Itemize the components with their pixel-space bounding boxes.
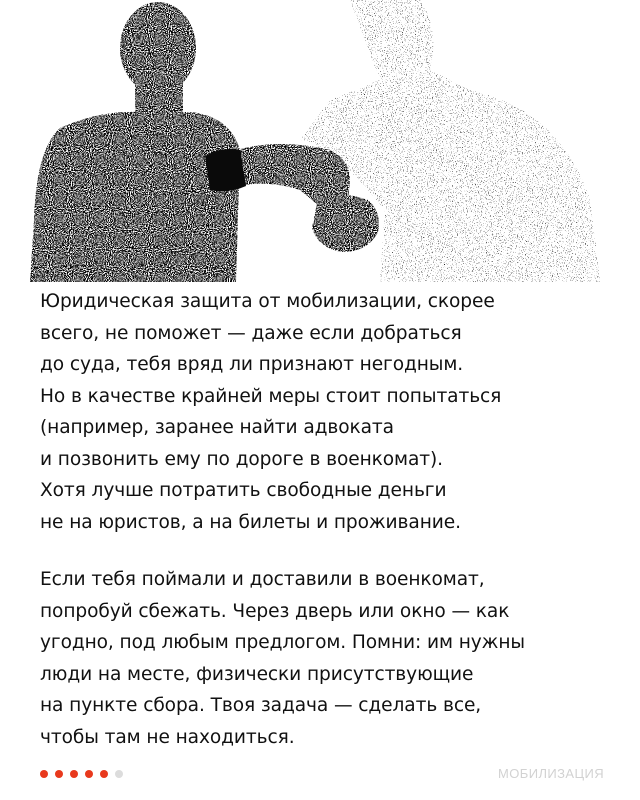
text-line: (например, заранее найти адвоката	[40, 417, 394, 438]
text-line: угодно, под любым предлогом. Помни: им нужны	[40, 632, 525, 653]
left-figure	[30, 2, 240, 282]
text-line: до суда, тебя вряд ли признают негодным.	[40, 354, 464, 375]
text-line: на пункте сбора. Твоя задача — сделать все,	[40, 695, 482, 716]
slide-footer	[40, 764, 604, 784]
paragraph-legal-defense	[40, 286, 620, 538]
text-line: попробуй сбежать. Через дверь или окно — как	[40, 600, 510, 622]
text-line: всего, не поможет — даже если добраться	[40, 322, 462, 344]
pagination-dot-empty[interactable]	[115, 770, 123, 778]
text-line: Хотя лучше потратить свободные деньги	[40, 480, 447, 501]
pagination-dots	[40, 770, 123, 778]
article-body	[40, 286, 620, 753]
paragraph-escape-advice	[40, 564, 620, 753]
illustration-canvas	[0, 0, 640, 282]
pagination-dot-filled[interactable]	[40, 770, 48, 778]
text-line: и позвонить ему по дороге в военкомат).	[40, 448, 443, 470]
text-line: Но в качестве крайней меры стоит попытаться	[40, 385, 502, 407]
text-line: не на юристов, а на билеты и проживание.	[40, 511, 461, 533]
text-line: люди на месте, физически присутствующие	[40, 663, 474, 685]
stipple-illustration	[0, 0, 640, 282]
pagination-dot-filled[interactable]	[100, 770, 108, 778]
brand-label: МОБИЛИЗАЦИЯ	[498, 766, 604, 781]
text-line: Если тебя поймали и доставили в военкомат,	[40, 569, 485, 590]
text-line: Юридическая защита от мобилизации, скорее	[40, 291, 495, 312]
pagination-dot-filled[interactable]	[70, 770, 78, 778]
pagination-dot-filled[interactable]	[55, 770, 63, 778]
pagination-dot-filled[interactable]	[85, 770, 93, 778]
armband	[205, 149, 246, 191]
text-line: чтобы там не находиться.	[40, 726, 295, 748]
